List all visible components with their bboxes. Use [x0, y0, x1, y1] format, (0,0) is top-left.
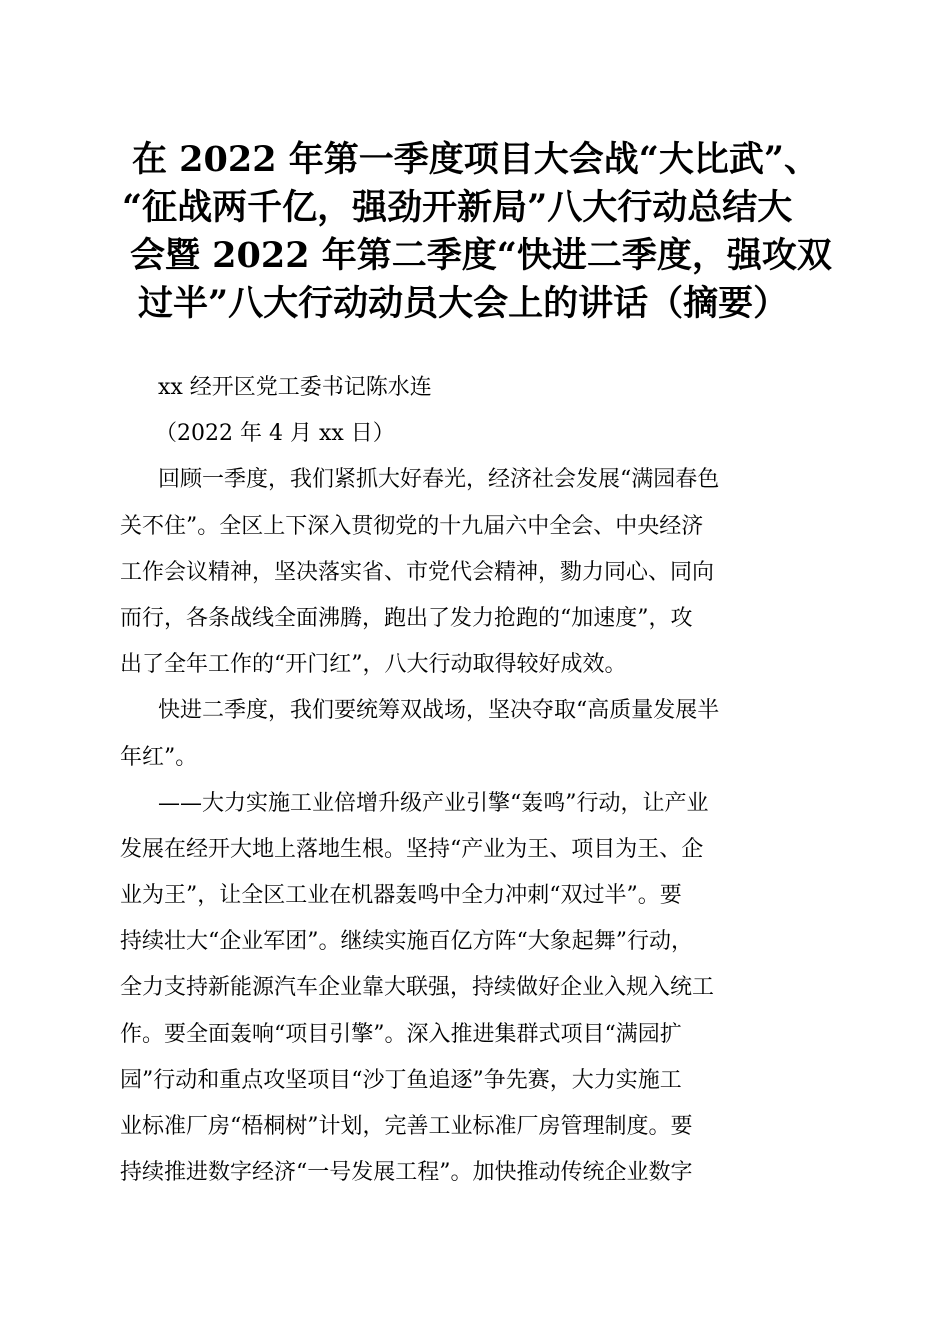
paragraph-line: 而行，各条战线全面沸腾，跑出了发力抢跑的“加速度”，攻	[120, 605, 693, 631]
paragraph-line: 全力支持新能源汽车企业靠大联强，持续做好企业入规入统工	[120, 975, 715, 1001]
date-line: （2022 年 4 月 xx 日）	[155, 421, 395, 447]
paragraph-line: 发展在经开大地上落地生根。坚持“产业为王、项目为王、企	[120, 836, 704, 862]
document-title	[118, 136, 838, 328]
paragraph-line: 持续壮大“企业军团”。继续实施百亿方阵“大象起舞”行动，	[120, 929, 693, 955]
title-line: 会暨 2022 年第二季度“快进二季度，强攻双	[130, 235, 832, 276]
title-line: “征战两千亿，强劲开新局”八大行动总结大	[122, 187, 793, 228]
paragraph-line: 作。要全面轰响“项目引擎”。深入推进集群式项目“满园扩	[120, 1021, 682, 1047]
paragraph-line: 快进二季度，我们要统筹双战场，坚决夺取“高质量发展半	[158, 698, 720, 724]
paragraph-line: 园”行动和重点攻坚项目“沙丁鱼追逐”争先赛，大力实施工	[120, 1067, 682, 1093]
paragraph-line: 出了全年工作的“开门红”，八大行动取得较好成效。	[120, 652, 627, 678]
paragraph-line: 持续推进数字经济“一号发展工程”。加快推动传统企业数字	[120, 1160, 693, 1186]
paragraph-line: 工作会议精神，坚决落实省、市党代会精神，勠力同心、同向	[120, 559, 715, 585]
title-line: 在 2022 年第一季度项目大会战“大比武”、	[132, 139, 820, 180]
paragraph-line: 关不住”。全区上下深入贯彻党的十九届六中全会、中央经济	[120, 513, 704, 539]
document-body	[120, 365, 830, 1196]
paragraph-line: ——大力实施工业倍增升级产业引擎“轰鸣”行动，让产业	[158, 790, 709, 816]
paragraph-line: 年红”。	[120, 744, 198, 770]
paragraph-line: 回顾一季度，我们紧抓大好春光，经济社会发展“满园春色	[158, 467, 720, 493]
title-line: 过半”八大行动动员大会上的讲话（摘要）	[138, 283, 789, 324]
author-line: xx 经开区党工委书记陈水连	[158, 375, 432, 400]
paragraph-line: 业为王”，让全区工业在机器轰鸣中全力冲刺“双过半”。要	[120, 883, 682, 909]
paragraph-line: 业标准厂房“梧桐树”计划，完善工业标准厂房管理制度。要	[120, 1114, 693, 1139]
